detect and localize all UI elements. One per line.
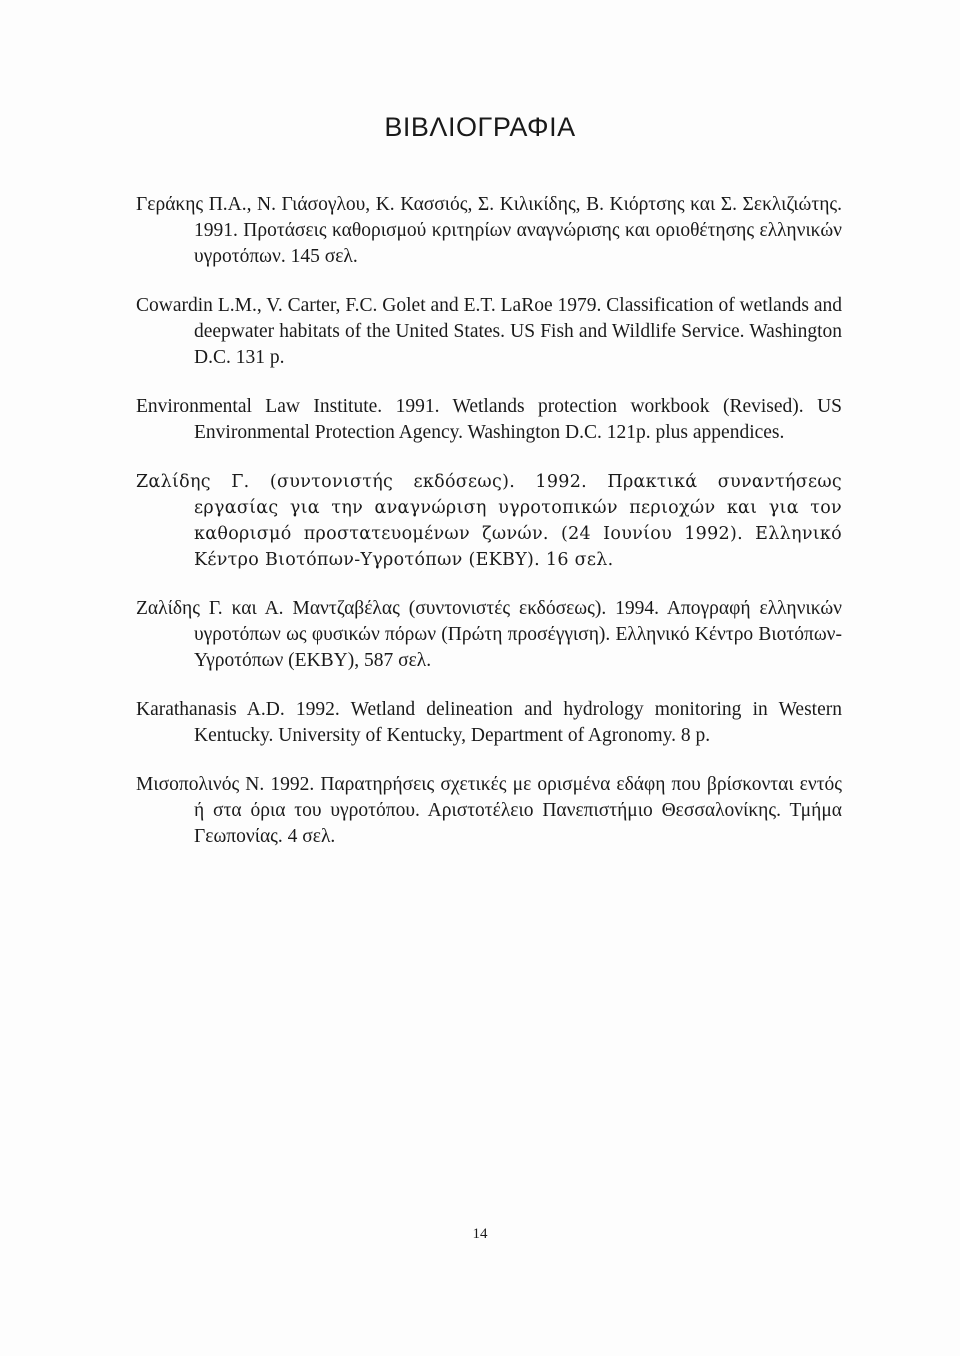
page-title: ΒΙΒΛΙΟΓΡΑΦΙΑ (384, 112, 576, 142)
reference-item: Environmental Law Institute. 1991. Wetlands protection workbook (Revised). US Environmental Protection Agency. Washington D.C. 121p. plus appendices. (136, 396, 842, 443)
reference-item: Ζαλίδης Γ. (συντονιστής εκδόσεως). 1992. Πρακτικά συναντήσεως εργασίας για την αναγνώριση υγροτοπικών περιοχών και για τον καθορισμό προστατευομένων ζωνών. (24 Ιουνίου 1992). Ελληνικό Κέντρο Βιοτόπων-Υγροτόπων (ΕΚΒΥ). 16 σελ. (136, 472, 842, 570)
reference-item: Ζαλίδης Γ. και Α. Μαντζαβέλας (συντονιστές εκδόσεως). 1994. Απογραφή ελληνικών υγροτόπων ως φυσικών πόρων (Πρώτη προσέγγιση). Ελληνικό Κέντρο Βιοτόπων-Υγροτόπων (ΕΚΒΥ), 587 σελ. (136, 598, 842, 671)
page-number: 14 (472, 1226, 488, 1242)
reference-list (136, 192, 842, 873)
reference-item: Cowardin L.M., V. Carter, F.C. Golet and E.T. LaRoe 1979. Classification of wetlands and deepwater habitats of the United States. US Fish and Wildlife Service. Washington D.C. 131 p. (136, 295, 842, 368)
reference-item: Karathanasis A.D. 1992. Wetland delineation and hydrology monitoring in Western Kentucky. University of Kentucky, Department of Agronomy. 8 p. (136, 699, 842, 746)
reference-item: Μισοπολινός Ν. 1992. Παρατηρήσεις σχετικές με ορισμένα εδάφη που βρίσκονται εντός ή στα όρια του υγροτόπου. Αριστοτέλειο Πανεπιστήμιο Θεσσαλονίκης. Τμήμα Γεωπονίας. 4 σελ. (136, 774, 842, 847)
reference-item: Γεράκης Π.Α., Ν. Γιάσογλου, Κ. Κασσιός, Σ. Κιλικίδης, Β. Κιόρτσης και Σ. Σεκλιζιώτης. 1991. Προτάσεις καθορισμού κριτηρίων αναγνώρισης και οριοθέτησης ελληνικών υγροτόπων. 145 σελ. (136, 194, 842, 267)
